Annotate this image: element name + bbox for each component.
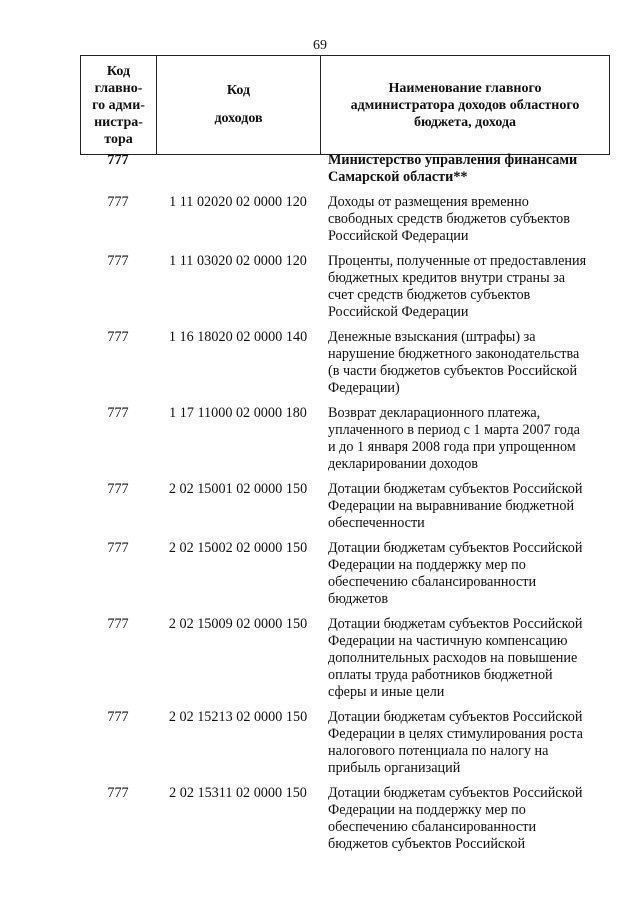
admin-code-cell: 777 bbox=[107, 329, 129, 345]
income-name-line: Дотации бюджетам субъектов Российской bbox=[328, 709, 583, 725]
income-name-line: нарушение бюджетного законодательства bbox=[328, 346, 580, 362]
income-name-line: Российской Федерации bbox=[328, 304, 469, 320]
income-name-line: Российской Федерации bbox=[328, 228, 469, 244]
income-name-line: Федерации) bbox=[328, 380, 400, 396]
admin-code-cell: 777 bbox=[107, 152, 129, 168]
income-name-line: бюджетов bbox=[328, 591, 389, 607]
income-name-line: Федерации на поддержку мер по bbox=[328, 557, 526, 573]
header-name-line: администратора доходов областного bbox=[350, 97, 580, 113]
header-admin-line: главно- bbox=[94, 80, 143, 96]
income-name-line: Самарской области** bbox=[328, 169, 468, 185]
table-row bbox=[80, 785, 610, 853]
income-name-line: Федерации в целях стимулирования роста bbox=[328, 726, 583, 742]
income-name-line: сферы и иные цели bbox=[328, 684, 445, 700]
income-name-line: Доходы от размещения временно bbox=[328, 194, 529, 210]
table-row bbox=[80, 253, 610, 321]
income-name-cell bbox=[320, 194, 610, 245]
income-code-cell: 2 02 15002 02 0000 150 bbox=[168, 540, 308, 556]
table-row bbox=[80, 540, 610, 608]
income-code-cell: 1 11 02020 02 0000 120 bbox=[169, 194, 307, 210]
admin-code-cell: 777 bbox=[107, 481, 129, 497]
income-name-cell bbox=[320, 709, 610, 777]
income-name-line: Федерации на частичную компенсацию bbox=[328, 633, 568, 649]
income-code-cell: 1 16 18020 02 0000 140 bbox=[168, 329, 308, 345]
income-name-line: Федерации на поддержку мер по bbox=[328, 802, 526, 818]
header-admin-line: тора bbox=[104, 131, 133, 147]
income-name-line: обеспечению сбалансированности bbox=[328, 819, 537, 835]
admin-code-cell: 777 bbox=[107, 405, 129, 421]
income-name-line: и до 1 января 2008 года при упрощенном bbox=[328, 439, 576, 455]
income-code-cell: 2 02 15311 02 0000 150 bbox=[169, 785, 307, 801]
table-row bbox=[80, 616, 610, 701]
income-name-cell bbox=[320, 152, 610, 186]
income-name-line: бюджетных кредитов внутри страны за bbox=[328, 270, 566, 286]
income-name-cell bbox=[320, 540, 610, 608]
income-name-line: обеспечению сбалансированности bbox=[328, 574, 537, 590]
income-name-cell bbox=[320, 329, 610, 397]
header-code-line: Код bbox=[226, 83, 251, 98]
header-admin-line: нистра- bbox=[94, 114, 143, 130]
table-row bbox=[80, 709, 610, 777]
income-code-cell: 1 11 03020 02 0000 120 bbox=[169, 253, 307, 269]
table-header bbox=[80, 55, 610, 155]
header-name-line: Наименование главного bbox=[388, 80, 542, 96]
admin-code-cell: 777 bbox=[107, 709, 129, 725]
income-name-cell bbox=[320, 405, 610, 473]
income-name-line: Проценты, полученные от предоставления bbox=[328, 253, 587, 269]
header-admin-code bbox=[81, 56, 157, 154]
income-name-line: оплаты труда работников бюджетной bbox=[328, 667, 553, 683]
income-name-cell bbox=[320, 785, 610, 853]
income-code-cell: 1 17 11000 02 0000 180 bbox=[169, 405, 307, 421]
table-row bbox=[80, 329, 610, 397]
header-name-line: бюджета, дохода bbox=[413, 114, 517, 130]
income-code-cell: 2 02 15213 02 0000 150 bbox=[168, 709, 308, 725]
income-name-cell bbox=[320, 253, 610, 321]
header-admin-line: го адми- bbox=[92, 97, 145, 113]
table-row bbox=[80, 194, 610, 245]
income-name-line: Денежные взыскания (штрафы) за bbox=[328, 329, 536, 345]
income-name-line: счет средств бюджетов субъектов bbox=[328, 287, 531, 303]
admin-code-cell: 777 bbox=[107, 253, 129, 269]
income-code-cell bbox=[156, 152, 320, 186]
header-income-code bbox=[157, 56, 321, 154]
income-name-line: бюджетов субъектов Российской bbox=[328, 836, 526, 852]
income-name-line: свободных средств бюджетов субъектов bbox=[328, 211, 570, 227]
income-name-line: прибыль организаций bbox=[328, 760, 461, 776]
table-row bbox=[80, 405, 610, 473]
header-code-line: доходов bbox=[214, 111, 263, 126]
income-name-line: Федерации на выравнивание бюджетной bbox=[328, 498, 575, 514]
income-name-line: дополнительных расходов на повышение bbox=[328, 650, 578, 666]
income-name-cell bbox=[320, 616, 610, 701]
header-admin-line: Код bbox=[106, 63, 131, 79]
income-name-cell bbox=[320, 481, 610, 532]
income-name-line: декларировании доходов bbox=[328, 456, 478, 472]
page-number: 69 bbox=[313, 38, 327, 53]
income-name-line: Министерство управления финансами bbox=[328, 152, 578, 168]
income-name-line: Дотации бюджетам субъектов Российской bbox=[328, 481, 583, 497]
table-body bbox=[80, 152, 610, 853]
table-row bbox=[80, 152, 610, 186]
income-name-line: Дотации бюджетам субъектов Российской bbox=[328, 616, 583, 632]
income-code-cell: 2 02 15001 02 0000 150 bbox=[168, 481, 308, 497]
income-name-line: (в части бюджетов субъектов Российской bbox=[328, 363, 578, 379]
admin-code-cell: 777 bbox=[107, 540, 129, 556]
table-row bbox=[80, 481, 610, 532]
income-name-line: Возврат декларационного платежа, bbox=[328, 405, 541, 421]
header-name bbox=[321, 56, 609, 154]
income-name-line: уплаченного в период с 1 марта 2007 года bbox=[328, 422, 580, 438]
admin-code-cell: 777 bbox=[107, 194, 129, 210]
income-name-line: Дотации бюджетам субъектов Российской bbox=[328, 785, 583, 801]
income-code-cell: 2 02 15009 02 0000 150 bbox=[168, 616, 308, 632]
admin-code-cell: 777 bbox=[107, 616, 129, 632]
admin-code-cell: 777 bbox=[107, 785, 129, 801]
income-name-line: обеспеченности bbox=[328, 515, 425, 531]
income-name-line: Дотации бюджетам субъектов Российской bbox=[328, 540, 583, 556]
income-name-line: налогового потенциала по налогу на bbox=[328, 743, 549, 759]
